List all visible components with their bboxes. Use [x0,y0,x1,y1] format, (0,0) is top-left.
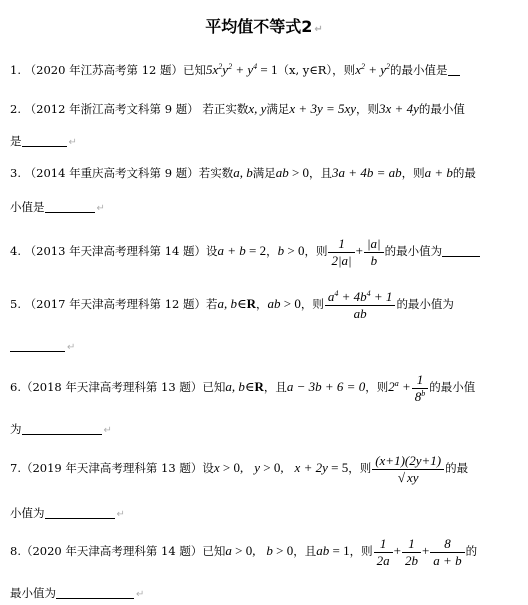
problem-6-cont: 为 ↵ [10,422,112,436]
problem-7-cont: 小值为 ↵ [10,506,125,520]
problem-5-cont: ↵ [10,336,520,358]
problem-6: 6.（2018 年天津高考理科第 13 题）已知a, b∈R，且a − 3b + 6 = 0，则$2^a$ + $\frac{1}{8^b}$ 的最小值 [10,371,476,404]
problem-3: 3. （2014 年重庆高考文科第 9 题）若实数a, b满足ab > 0，且3a + 4b = ab，则a + b的最 [10,165,476,180]
answer-blank[interactable] [45,200,95,213]
answer-blank[interactable] [448,63,460,76]
problem-4: 4. （2013 年天津高考理科第 14 题）设a + b = 2，b > 0，则 $\frac{1}{2|a|}$ + $\frac{|a|}{b}$ 的最小值为 [10,234,520,269]
problem-8: 8.（2020 年天津高考理科第 14 题）已知a > 0, b > 0，且ab = 1，则 $\frac{1}{2a}$ + $\frac{1}{2b}$ + $\frac{8}{a + b}$ 的 [10,535,478,568]
answer-blank[interactable] [22,422,102,435]
problem-2-cont: 是 ↵ [10,134,77,148]
document-title: 平均值不等式2 ↵ [205,17,323,36]
problem-5: 5. （2017 年天津高考理科第 12 题）若a, b∈R，ab > 0，则 $\frac{a^4 + 4b^4 + 1}{ab}$ 的最小值为 [10,288,454,321]
answer-blank[interactable] [22,134,67,147]
answer-blank[interactable] [45,506,115,519]
answer-blank[interactable] [56,586,134,599]
problem-1: 1. （2020 年江苏高考第 12 题）已知$5x^2y^2 + y^4 = 1(x$, y∈R），则$x^2 + y^2$的最小值是 [10,60,520,80]
problem-8-cont: 最小值为 ↵ [10,586,145,600]
answer-blank[interactable] [442,244,480,257]
problem-2: 2. （2012 年浙江高考文科第 9 题） 若正实数x, y满足x + 3y = 5xy，则3x + 4y的最小值 [10,101,465,116]
problem-7: 7.（2019 年天津高考理科第 13 题）设x > 0, y > 0, x + 2y = 5，则 $\frac{(x+1)(2y+1)}{√ xy}$ 的最 [10,452,469,485]
problem-3-cont: 小值是 ↵ [10,200,105,214]
answer-blank[interactable] [10,339,65,352]
